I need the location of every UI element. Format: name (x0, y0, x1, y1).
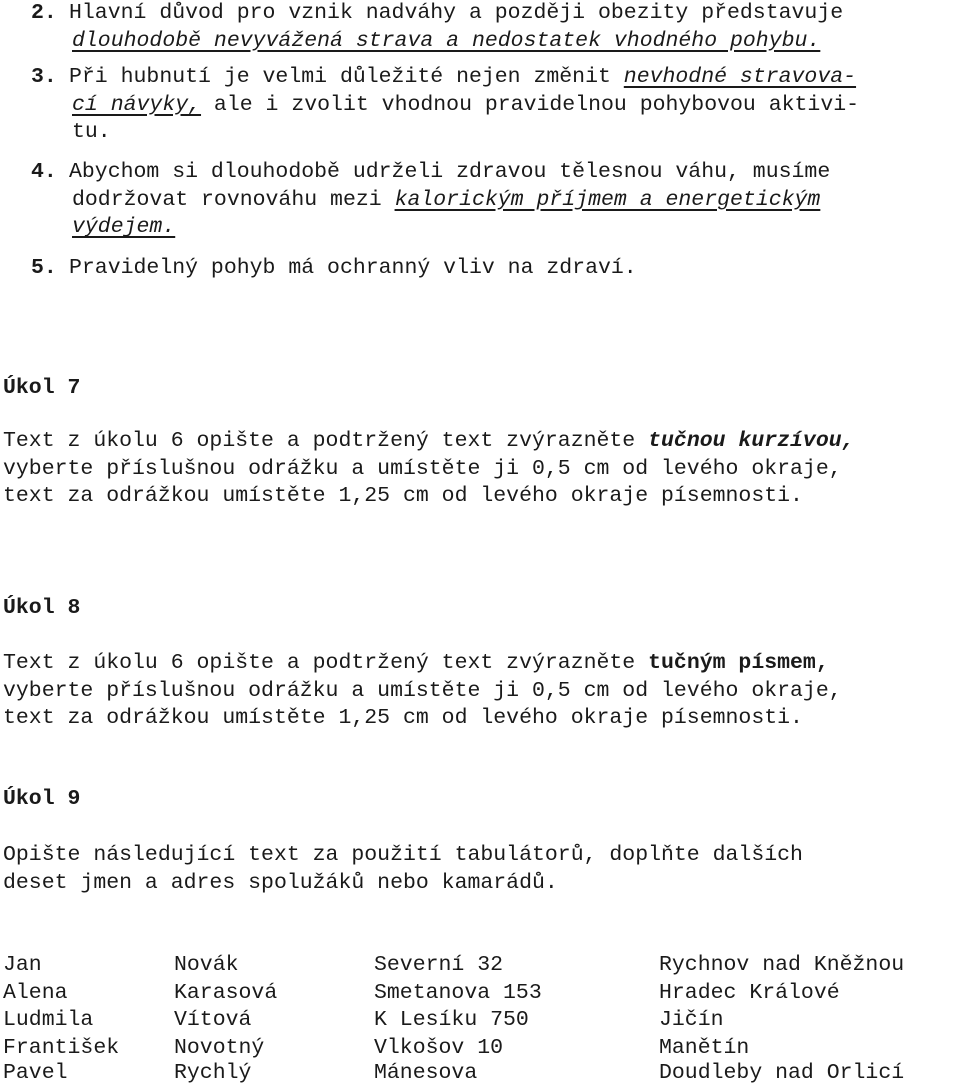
table-row (3, 1007, 953, 1035)
list-number: 4. (31, 160, 57, 184)
underlined-text: dlouhodobě nevyvážená strava a nedostatek vhodného pohybu. (72, 28, 821, 53)
table-row (3, 1035, 953, 1063)
list-number: 2. (31, 1, 57, 25)
city: Rychnov nad Kněžnou (659, 953, 905, 977)
first-name: František (3, 1035, 120, 1060)
table-row (3, 1060, 953, 1088)
first-name: Ludmila (3, 1008, 94, 1032)
paragraph-text: vyberte příslušnou odrážku a umístěte ji 0,5 cm od levého okraje, (3, 678, 842, 703)
city: Doudleby nad Orlicí (659, 1061, 905, 1085)
underlined-text: nevhodné stravova- (623, 65, 857, 89)
table-row (3, 980, 953, 1008)
list-text: Při hubnutí je velmi důležité nejen změnit (69, 65, 624, 89)
list-item-2 (3, 0, 843, 55)
list-item-3 (3, 64, 859, 147)
paragraph-text: Text z úkolu 6 opište a podtržený text zvýrazněte (3, 651, 649, 675)
list-number: 5. (31, 256, 57, 280)
list-text: Hlavní důvod pro vznik nadváhy a později obezity představuje (69, 1, 844, 25)
last-name: Vítová (174, 1008, 252, 1032)
last-name: Novák (174, 953, 239, 977)
list-text: Pravidelný pohyb má ochranný vliv na zdraví. (69, 256, 637, 280)
underlined-text: kalorickým příjmem a energetickým (394, 187, 821, 212)
paragraph-text: Opište následující text za použití tabulátorů, doplňte dalších (3, 843, 803, 867)
first-name: Alena (3, 980, 68, 1005)
city: Hradec Králové (659, 980, 840, 1005)
street: K Lesíku 750 (374, 1008, 529, 1032)
paragraph-text: vyberte příslušnou odrážku a umístěte ji 0,5 cm od levého okraje, (3, 456, 842, 481)
ukol-9-text (3, 842, 803, 897)
ukol-7-heading: Úkol 7 (3, 376, 81, 400)
first-name: Pavel (3, 1061, 68, 1085)
list-item-5 (3, 255, 637, 283)
first-name: Jan (3, 953, 42, 977)
list-text: ale i zvolit vhodnou pravidelnou pohybovou aktivi- (201, 92, 860, 117)
underlined-text: cí návyky, (72, 92, 202, 117)
street: Smetanova 153 (374, 980, 542, 1005)
paragraph-text: text za odrážkou umístěte 1,25 cm od levého okraje písemnosti. (3, 706, 803, 730)
last-name: Rychlý (174, 1061, 252, 1085)
list-item-4 (3, 159, 830, 242)
city: Manětín (659, 1035, 750, 1060)
paragraph-text: Text z úkolu 6 opište a podtržený text zvýrazněte (3, 429, 649, 453)
street: Mánesova (374, 1061, 478, 1085)
last-name: Karasová (174, 980, 278, 1005)
last-name: Novotný (174, 1035, 265, 1060)
table-row (3, 952, 953, 980)
list-number: 3. (31, 65, 57, 89)
ukol-9-heading: Úkol 9 (3, 787, 81, 811)
ukol-8-heading: Úkol 8 (3, 596, 81, 620)
list-text: dodržovat rovnováhu mezi (72, 187, 395, 212)
street: Severní 32 (374, 953, 504, 977)
bold-italic-text: tučnou kurzívou, (648, 429, 855, 453)
bold-text: tučným písmem, (648, 651, 829, 675)
list-text: tu. (72, 120, 111, 144)
paragraph-text: text za odrážkou umístěte 1,25 cm od levého okraje písemnosti. (3, 484, 803, 508)
list-text: Abychom si dlouhodobě udrželi zdravou tělesnou váhu, musíme (69, 160, 831, 184)
ukol-7-text (3, 428, 855, 511)
ukol-8-text (3, 650, 842, 733)
underlined-text: výdejem. (72, 215, 176, 239)
paragraph-text: deset jmen a adres spolužáků nebo kamarádů. (3, 870, 558, 895)
street: Vlkošov 10 (374, 1035, 504, 1060)
city: Jičín (659, 1008, 724, 1032)
